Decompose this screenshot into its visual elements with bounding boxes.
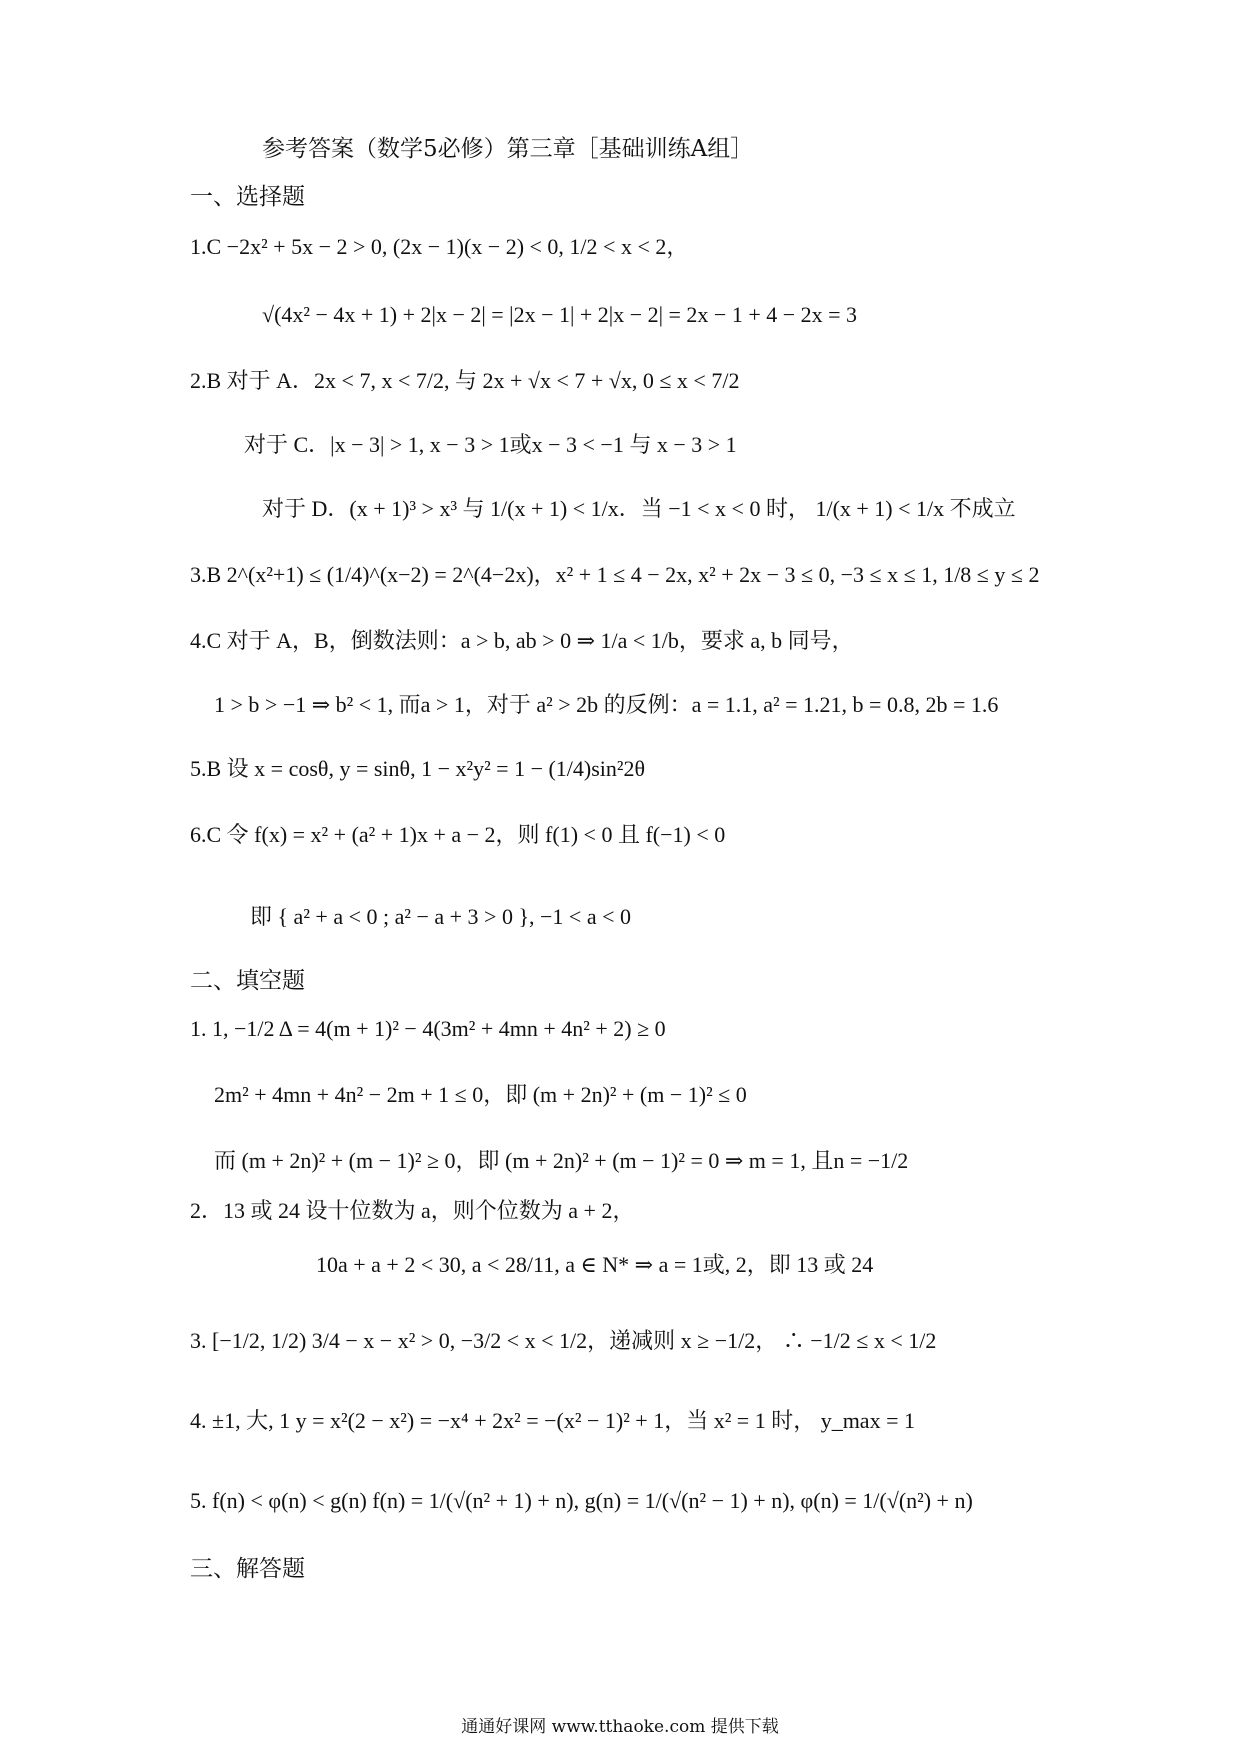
answer-line-c6b: 即 { a² + a < 0 ; a² − a + 3 > 0 }, −1 < a < 0	[250, 904, 632, 929]
answer-line-f4: 4. ±1, 大, 1 y = x²(2 − x²) = −x⁴ + 2x² = −(x² − 1)² + 1，当 x² = 1 时， y_max = 1	[190, 1408, 915, 1433]
answer-line-f1: 1. 1, −1/2 Δ = 4(m + 1)² − 4(3m² + 4mn + 4n² + 2) ≥ 0	[190, 1016, 666, 1041]
answer-line-c1b: √(4x² − 4x + 1) + 2|x − 2| = |2x − 1| + 2|x − 2| = 2x − 1 + 4 − 2x = 3	[262, 302, 858, 327]
answer-line-f1b: 2m² + 4mn + 4n² − 2m + 1 ≤ 0，即 (m + 2n)² + (m − 1)² ≤ 0	[214, 1082, 747, 1107]
answer-line-f2b: 10a + a + 2 < 30, a < 28/11, a ∈ N* ⇒ a = 1或, 2，即 13 或 24	[316, 1252, 874, 1277]
answer-line-f1c: 而 (m + 2n)² + (m − 1)² ≥ 0，即 (m + 2n)² + (m − 1)² = 0 ⇒ m = 1, 且n = −1/2	[214, 1148, 909, 1173]
answer-line-f5: 5. f(n) < φ(n) < g(n) f(n) = 1/(√(n² + 1) + n), g(n) = 1/(√(n² − 1) + n), φ(n) = 1/(√(n²) + n)	[190, 1488, 973, 1513]
section-heading-choice: 一、选择题	[190, 184, 305, 210]
answer-line-c1: 1.C −2x² + 5x − 2 > 0, (2x − 1)(x − 2) < 0, 1/2 < x < 2，	[190, 234, 689, 259]
answer-line-c4b: 1 > b > −1 ⇒ b² < 1, 而a > 1，对于 a² > 2b 的反例：a = 1.1, a² = 1.21, b = 0.8, 2b = 1.6	[214, 692, 999, 717]
answer-line-c5: 5.B 设 x = cosθ, y = sinθ, 1 − x²y² = 1 − (1/4)sin²2θ	[190, 756, 646, 781]
answer-line-c2b: 对于 C．|x − 3| > 1, x − 3 > 1或x − 3 < −1 与 x − 3 > 1	[244, 432, 737, 457]
section-heading-fill: 二、填空题	[190, 968, 305, 994]
answer-line-f2: 2．13 或 24 设十位数为 a，则个位数为 a + 2，	[190, 1198, 635, 1223]
answer-line-c2c: 对于 D．(x + 1)³ > x³ 与 1/(x + 1) < 1/x．当 −1 < x < 0 时， 1/(x + 1) < 1/x 不成立	[262, 496, 1016, 521]
answer-line-c3: 3.B 2^(x²+1) ≤ (1/4)^(x−2) = 2^(4−2x)，x² + 1 ≤ 4 − 2x, x² + 2x − 3 ≤ 0, −3 ≤ x ≤ 1, 1/8 ≤ y ≤ 2	[190, 562, 1040, 587]
answer-line-c4: 4.C 对于 A，B，倒数法则：a > b, ab > 0 ⇒ 1/a < 1/b，要求 a, b 同号，	[190, 628, 854, 653]
section-heading-solve: 三、解答题	[190, 1556, 305, 1582]
footer-credit: 通通好课网 www.tthaoke.com 提供下载	[461, 1717, 779, 1737]
answer-line-c2: 2.B 对于 A．2x < 7, x < 7/2, 与 2x + √x < 7 + √x, 0 ≤ x < 7/2	[190, 368, 740, 393]
answer-line-c6: 6.C 令 f(x) = x² + (a² + 1)x + a − 2，则 f(1) < 0 且 f(−1) < 0	[190, 822, 726, 847]
answer-line-f3: 3. [−1/2, 1/2) 3/4 − x − x² > 0, −3/2 < x < 1/2，递减则 x ≥ −1/2， ∴ −1/2 ≤ x < 1/2	[190, 1328, 937, 1353]
page-title: 参考答案（数学5必修）第三章［基础训练A组］	[262, 136, 754, 162]
